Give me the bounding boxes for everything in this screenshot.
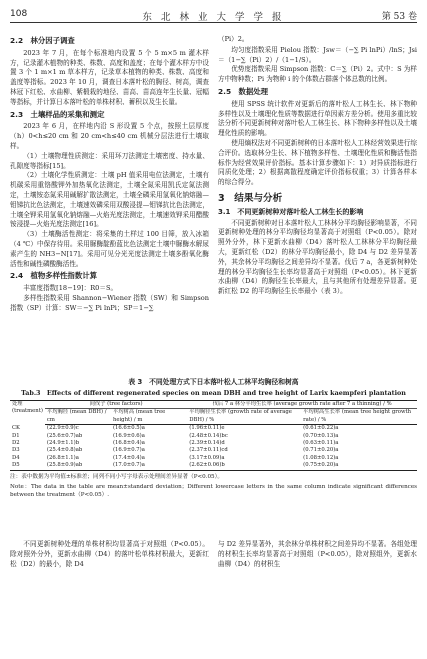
cell-height: (16.8±0.4)a: [112, 440, 145, 447]
section-2-3-paragraph-1: 2023 年 6 月，在样地内沿 S 形设置 5 个点，按照土层厚度（h）0<h≤20 cm 和 20 cm<h≤40 cm 机械分层法进行土壤取样。: [10, 122, 209, 150]
cell-dbh-rate: (2.39±0.14)d: [189, 440, 225, 447]
bottom-right-column: [218, 540, 417, 569]
cell-height-rate: (0.70±0.13)a: [303, 432, 339, 439]
cell-dbh: (25.4±0.8)ab: [46, 447, 83, 454]
data-table: [10, 400, 417, 471]
table-note-en: Note：The data in the table are mean±standard deviation；Different lowercase letters in the same column indicate significant differences between the treatment（P<0.05）.: [10, 484, 417, 498]
cell-treatment: CK: [12, 424, 21, 431]
header-mean-dbh: 平均胸径 (mean DBH) / cm: [45, 409, 111, 425]
dominance-formula: 优势度指数采用 Simpson 指数：C＝∑（Pi）2。式中：S 为样方中物种数；Pi 为物种 i 的个体数占群落个体总数的比例。: [218, 65, 417, 84]
richness-formula: 丰富度指数[18−19]：R0＝S。: [23, 284, 118, 293]
cell-treatment: D1: [12, 432, 20, 439]
cell-dbh: (25.8±0.9)ab: [45, 462, 111, 470]
section-3-1-title: 3.1 不同更新树种对落叶松人工林生长的影响: [218, 207, 364, 216]
section-2-4-title: 2.4 植物多样性指数计算: [10, 271, 97, 281]
bottom-right-paragraph: 与 D2 差异显著外，其余林分单株材积之间差异均不显著。各组处理的材积生长率均显著高于对照组（P<0.05），除对照组外，更新水曲柳（D4）的材积生: [218, 540, 417, 568]
cell-dbh-rate: (2.48±0.14)bc: [189, 432, 228, 439]
cell-dbh: (22.9±0.9)c: [46, 425, 79, 432]
cell-dbh-rate: (1.96±0.11)e: [189, 425, 225, 432]
cell-treatment: D5: [10, 462, 45, 470]
cell-treatment: D4: [12, 454, 20, 461]
cell-dbh-rate: (2.62±0.06)b: [187, 462, 301, 470]
bottom-left-paragraph: 不同更新树种处理的单株材积均显著高于对照组（P<0.05）。除对照外分外，更新水曲柳（D4）的落叶松单株材积最大，更新红松（D2）的最小，除 D4: [10, 540, 209, 568]
header-treatment-en: (treatment): [12, 408, 43, 415]
header-group-growth-rate: 伐后 7 a 林分平均生长率 (average growth rate after 7 a thinning) / %: [187, 401, 417, 409]
simpson-formula-tail: （Pi）2。: [218, 35, 249, 43]
table-3: [10, 376, 417, 499]
section-2-5-title: 2.5 数据处理: [218, 86, 269, 96]
section-2-3-paragraph-2: （1）土壤物理性质测定：采用环刀法测定土壤密度、持水量、孔隙度等指标[15]。: [10, 151, 209, 170]
table-row: [10, 447, 417, 454]
header-treatment: [10, 401, 45, 425]
right-column: [218, 34, 417, 297]
header-height-growth-rate: 平均树高生长率 (mean tree height growth rate) / %: [301, 409, 417, 425]
cell-dbh: (26.8±1.1)a: [46, 454, 79, 461]
page-number: 108: [10, 9, 28, 19]
section-2-2-paragraph: 2023 年 7 月，在每个标准地内设置 5 个 5 m×5 m 灌木样方，记录灌木植物的种类、株数、高度和盖度；在每个灌木样方中设置 3 个 1 m×1 m 草本样方，记录草本植物的种类、株数、高度和盖度等指标。2023 年 10 月，调查日本落叶松的胸径、树高，调查林冠下红松、水曲柳、紫椴栽的地径、苗高、苗高连年生长量、冠幅等指标，并计算日本落叶松的单株材积、蓄积以及生长量。: [10, 48, 209, 106]
cell-dbh-rate: (2.37±0.11)cd: [189, 447, 228, 454]
table-row: [10, 462, 417, 470]
cell-treatment: D3: [12, 447, 20, 454]
cell-height-rate: (0.75±0.20)a: [301, 462, 417, 470]
header-treatment-cn: 处理: [12, 401, 23, 407]
cell-height-rate: (1.08±0.12)a: [303, 454, 339, 461]
running-header: [10, 8, 417, 23]
table-caption-en: Tab.3 Effects of different regenerated species on mean DBH and tree height of Larix kaempferi plantation: [21, 389, 406, 397]
bottom-left-column: [10, 540, 209, 569]
section-2-3-title: 2.3 土壤样品的采集和测定: [10, 109, 105, 119]
table-caption-cn: 表 3 不同处理方式下日本落叶松人工林平均胸径和树高: [128, 378, 299, 386]
cell-height: (17.0±0.7)a: [111, 462, 187, 470]
section-2-3-paragraph-3: （2）土壤化学性质测定：土壤 pH 值采用电位法测定，土壤有机碳采用重铬酸钾外加热氧化法测定，土壤全氮采用凯氏定氮法测定，土壤铵态氮采用碱解扩散法测定，土壤全磷采用氢氧化钠熔融—钼锑抗比色法测定，土壤速效磷采用双酸浸提—钼锑抗比色法测定，土壤全钾采用氢氧化钠熔融—火焰光度法测定，土壤速效钾采用醋酸铵浸提—火焰光度法测定[16]。: [10, 171, 209, 229]
section-3-title: 3 结果与分析: [218, 192, 283, 204]
cell-height-rate: (0.63±0.11)a: [303, 440, 339, 447]
volume-label: 第 53 卷: [381, 12, 417, 22]
header-mean-height: 平均树高 (mean tree height) / m: [111, 409, 187, 425]
section-2-2-title: 2.2 林分因子调查: [10, 36, 75, 45]
cell-height-rate: (0.71±0.20)a: [303, 447, 339, 454]
cell-height: (16.9±0.7)a: [112, 447, 145, 454]
table-row: [10, 425, 417, 433]
evenness-formula: 均匀度指数采用 Pielou 指数：Jsw＝（−∑ Pi lnPi）/lnS；Jsi＝（1−∑（Pi）2）/（1−1/S）。: [218, 45, 417, 64]
cell-height: (16.9±0.6)a: [112, 432, 145, 439]
diversity-formula: 多样性指数采用 Shannon−Wiener 指数（SW）和 Simpson 指数（SP）计算：SW＝−∑ Pi lnPi；SP＝1−∑: [10, 293, 209, 312]
header-dbh-growth-rate: 平均胸径生长率 (growth rate of average DBH) / %: [187, 409, 301, 425]
section-2-5-paragraph-1: 使用 SPSS 统计软件对更新后的落叶松人工林生长、林下物种多样性以及土壤理化性质等数据进行单因素方差分析。使用多重比较法分析不同更新树种对落叶松人工林生长、林下物种多样性以及土壤理化性质的影响。: [218, 99, 417, 138]
header-group-tree-factors: 间伐子 (tree factors): [45, 401, 187, 409]
cell-treatment: D2: [12, 440, 20, 447]
cell-height: (17.4±0.4)a: [112, 454, 145, 461]
cell-dbh: (25.6±0.7)ab: [46, 432, 83, 439]
cell-dbh: (24.9±1.1)b: [46, 440, 80, 447]
section-3-1-paragraph: 不同更新树种对日本落叶松人工林林分平均胸径影响显著，不同更新树种处理的林分平均胸径均显著高于对照组（P<0.05）。除对照外分外，林下更新水曲柳（D4）落叶松人工林林分平均胸径最大，更新红松（D2）的林分平均胸径最小，除 D4 与 D2 差异显著外，其余林分平均胸径之间差异均不显著。伐后 7 a，各更新树种处理的林分平均胸径生长率均显著高于对照组（P<0.05）。林下更新水曲柳（D4）的胸径生长率最大，且与其他所有处理差异显著。更新红松 D2 的平均胸径生长率最小（表 3）。: [218, 218, 417, 296]
table-note-cn: 注：表中数据为平均值±标准差；同列不同小写字母表示处理间差异显著（P<0.05）。: [10, 473, 223, 480]
journal-name: 东 北 林 业 大 学 学 报: [142, 12, 285, 23]
cell-dbh-rate: (3.17±0.09)a: [189, 454, 225, 461]
table-row: [10, 433, 417, 440]
cell-height: (16.6±0.5)a: [112, 425, 145, 432]
left-column: [10, 34, 209, 314]
cell-height-rate: (0.61±0.22)a: [303, 425, 339, 432]
section-2-5-paragraph-2: 使用熵权法对不同更新树种的日本落叶松人工林经营效果进行综合评价。选取林分生长、林下植物多样性、土壤理化性质和酶活性指标作为经营效果评价指标。基本计算步骤如下：1）对异质指标进行同质化处理；2）根据离散程度确定评价指标权重；3）计算各样本的综合得分。: [218, 138, 417, 187]
section-2-3-paragraph-4: （3）土壤酶活性测定：将采集的土样过 100 目筛，放入冰箱（4 ℃）中保存待用。采用脲酶靛酚蓝比色法测定土壤中脲酶水解尿素产生的 NH3−N[17]。采用可见分光光度法测定土壤多酚氧化酶活性和碱性磷酸酶活性。: [10, 230, 209, 268]
